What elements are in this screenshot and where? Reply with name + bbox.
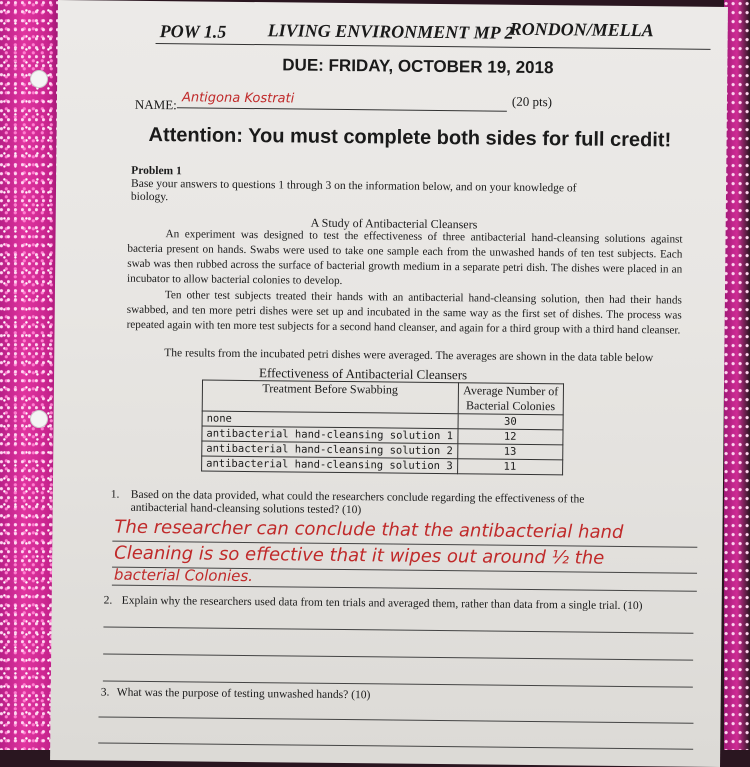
q1-answer-line3[interactable]: bacterial Colonies. [113,565,254,586]
header-rule [156,43,711,50]
q1-prompt-line1: Based on the data provided, what could the researchers conclude regarding the effectiveness of the [130,488,585,506]
col-header-average-line1: Average Number of [463,383,559,399]
q2-number: 2. [103,594,113,607]
course-title: LIVING ENVIRONMENT MP 2 [267,20,514,43]
value-cell: 30 [458,414,564,430]
binder-hole [30,70,48,88]
col-header-treatment: Treatment Before Swabbing [202,380,458,414]
name-handwritten[interactable]: Antigona Kostrati [181,90,295,107]
treatment-cell: antibacterial hand-cleansing solution 1 [202,426,458,444]
data-table [201,380,564,476]
answer-line[interactable] [103,654,693,661]
attention-heading: Attention: You must complete both sides for full credit! [148,123,672,152]
study-paragraph-3: The results from the incubated petri dishes were averaged. The averages are shown in the data table below [164,347,654,365]
q1-answer-line2[interactable]: Cleaning is so effective that it wipes out around ½ the [114,542,605,569]
problem-intro-line1: Base your answers to questions 1 through 3 on the information below, and on your knowledge of [131,177,577,195]
treatment-cell: none [202,411,458,429]
treatment-cell: antibacterial hand-cleansing solution 3 [202,456,458,474]
pow-label: POW 1.5 [159,21,227,42]
table-row [202,456,563,475]
due-date: DUE: FRIDAY, OCTOBER 19, 2018 [282,55,554,78]
points-label: (20 pts) [511,93,553,110]
worksheet-page [50,0,728,767]
table-title: Effectiveness of Antibacterial Cleansers [259,365,468,383]
answer-line [112,585,697,592]
q3-prompt: What was the purpose of testing unwashed hands? (10) [116,686,371,702]
q1-number: 1. [110,488,120,501]
study-paragraph-2: Ten other test subjects treated their hands with an antibacterial hand-cleansing solution, then had their hands swabbed, and ten more petri dishes were set up and incubated in the same way as the first set of dishes. The process was repeated again with ten more test subjects for a second hand cleanser, and again for a third group with a third hand cleanser. [126,289,682,337]
glitter-folder-edge-right [724,0,750,750]
problem-title: Problem 1 [131,164,182,178]
treatment-cell: antibacterial hand-cleansing solution 2 [202,441,458,459]
q3-number: 3. [100,686,110,699]
answer-line[interactable] [98,716,693,723]
value-cell: 11 [457,459,563,475]
col-header-average-line2: Bacterial Colonies [465,398,556,414]
study-title: A Study of Antibacterial Cleansers [310,215,478,232]
answer-line[interactable] [98,742,693,749]
value-cell: 12 [457,429,563,445]
binder-hole [30,410,48,428]
problem-intro-line2: biology. [130,190,169,204]
name-underline [177,107,507,111]
q1-answer-line1[interactable]: The researcher can conclude that the antibacterial hand [114,516,624,543]
study-paragraph-1: An experiment was designed to test the effectiveness of three antibacterial hand-cleansing solutions against bacteria present on hands. Swabs were used to take one sample each from the unwashed hands of ten test subjects. Each swab was then rubbed across the surface of bacterial growth medium in a separate petri dish. The dishes were placed in an incubator to allow bacterial colonies to develop. [127,228,683,287]
teacher-names: RONDON/MELLA [509,18,654,41]
value-cell: 13 [457,444,563,460]
q2-prompt: Explain why the researchers used data from ten trials and averaged them, rather than data from a single trial. (10) [121,594,643,613]
q1-prompt-line2: antibacterial hand-cleansing solutions tested? (10) [130,501,362,517]
answer-line[interactable] [103,627,693,634]
col-header-average [458,383,564,415]
name-label: NAME: [134,96,177,113]
